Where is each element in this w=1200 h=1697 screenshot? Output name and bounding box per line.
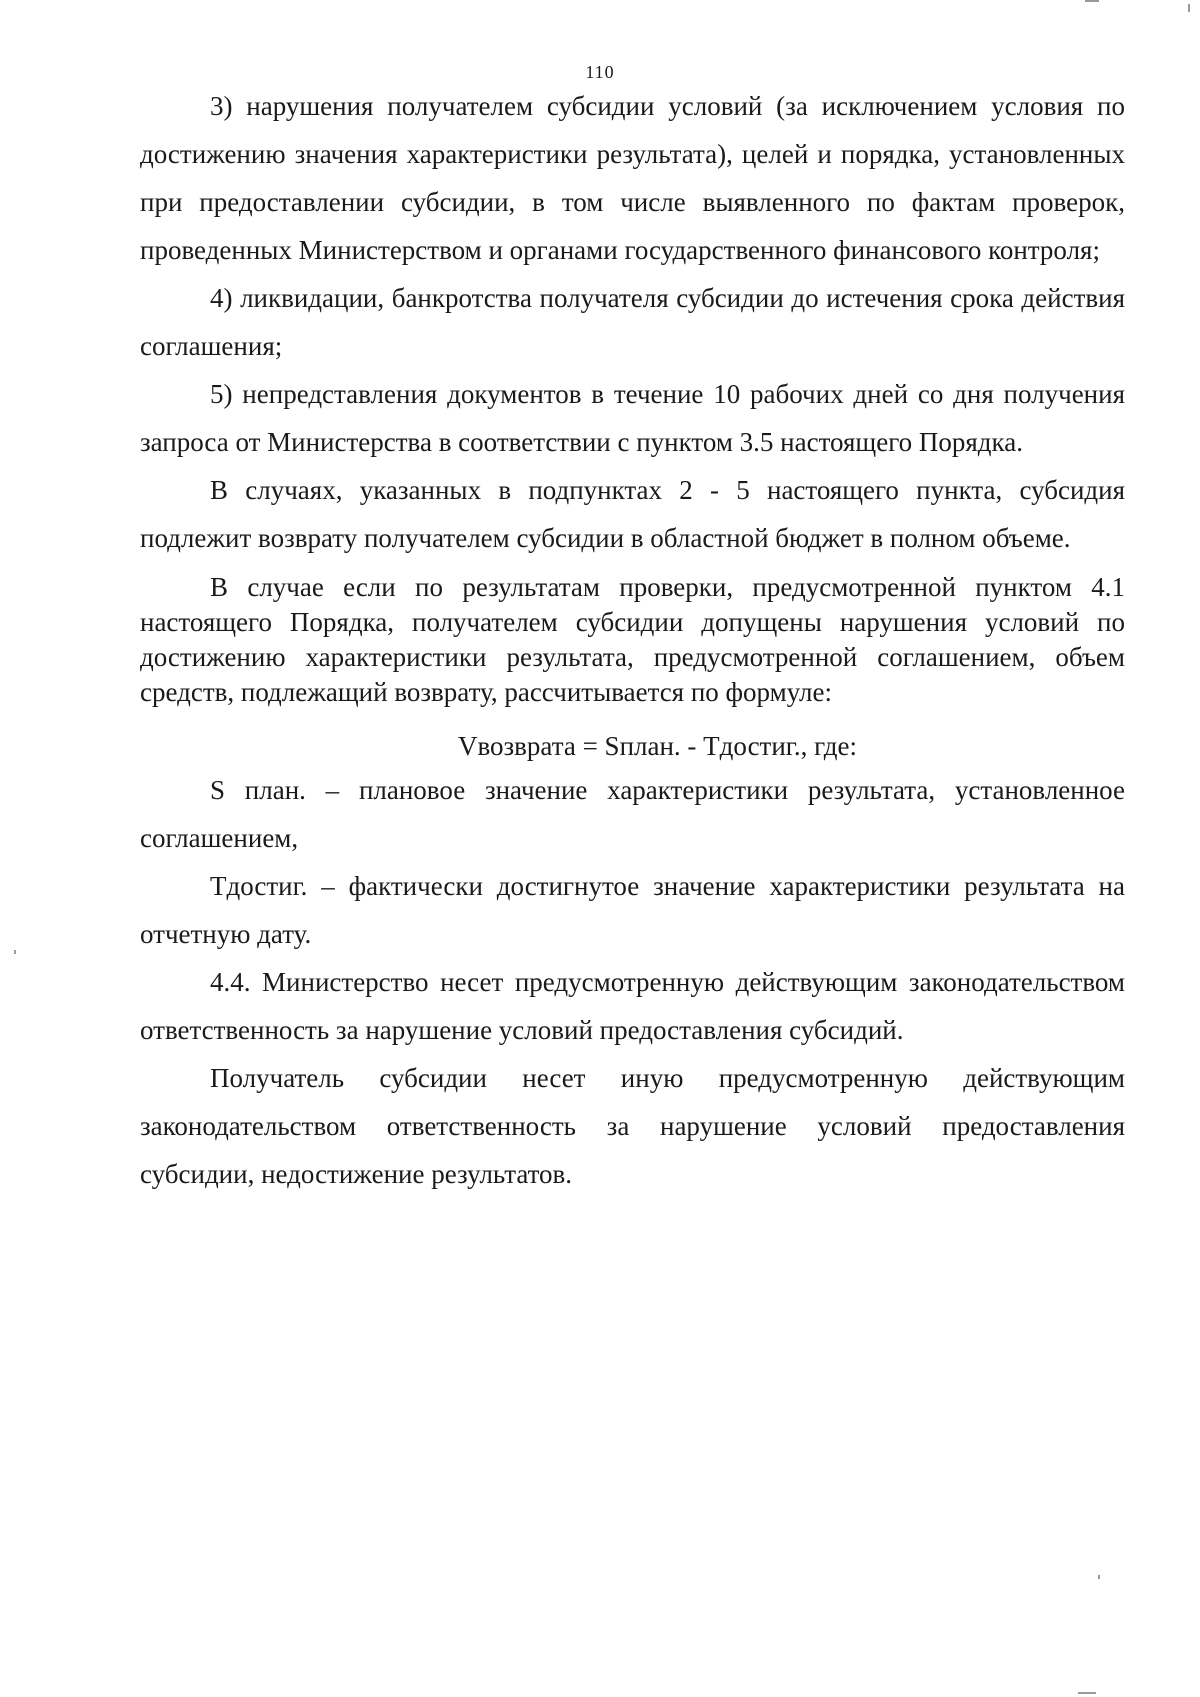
paragraph-item-4: 4) ликвидации, банкротства получателя субсидии до истечения срока действия соглашения;	[140, 283, 1125, 361]
return-formula: Vвозврата = Sплан. - Тдостиг., где:	[457, 731, 858, 761]
paragraph-item-3: 3) нарушения получателем субсидии условий (за исключением условия по достижению значения характеристики результата), целей и порядка, установленных при предоставлении субсидии, в том числе выявленного по фактам проверок, проведенных Министерством и органами государственного финансового контроля;	[140, 91, 1125, 265]
page-number: 110	[585, 62, 615, 82]
paragraph-splan-definition: S план. – плановое значение характеристики результата, установленное соглашением,	[140, 775, 1125, 853]
paragraph-item-5: 5) непредставления документов в течение 10 рабочих дней со дня получения запроса от Министерства в соответствии с пунктом 3.5 настоящего Порядка.	[140, 379, 1125, 457]
scan-artifact	[1078, 1692, 1096, 1694]
paragraph-4-4: 4.4. Министерство несет предусмотренную действующим законодательством ответственность за нарушение условий предоставления субсидий.	[140, 967, 1125, 1045]
paragraph-formula-intro: В случае если по результатам проверки, предусмотренной пунктом 4.1 настоящего Порядка, получателем субсидии допущены нарушения условий по достижению характеристики результата, предусмотренной соглашением, объем средств, подлежащий возврату, рассчитывается по формуле:	[140, 572, 1125, 707]
scan-artifact	[1085, 0, 1099, 2]
document-body	[140, 82, 1125, 1198]
paragraph-recipient-liability: Получатель субсидии несет иную предусмотренную действующим законодательством ответственность за нарушение условий предоставления субсидии, недостижение результатов.	[140, 1063, 1125, 1189]
paragraph-tdostig-definition: Тдостиг. – фактически достигнутое значение характеристики результата на отчетную дату.	[140, 871, 1125, 949]
scan-artifact	[1188, 4, 1190, 12]
scan-artifact	[1098, 1575, 1100, 1579]
scan-artifact	[14, 950, 16, 954]
paragraph-cases: В случаях, указанных в подпунктах 2 - 5 настоящего пункта, субсидия подлежит возврату получателем субсидии в областной бюджет в полном объеме.	[140, 475, 1125, 553]
